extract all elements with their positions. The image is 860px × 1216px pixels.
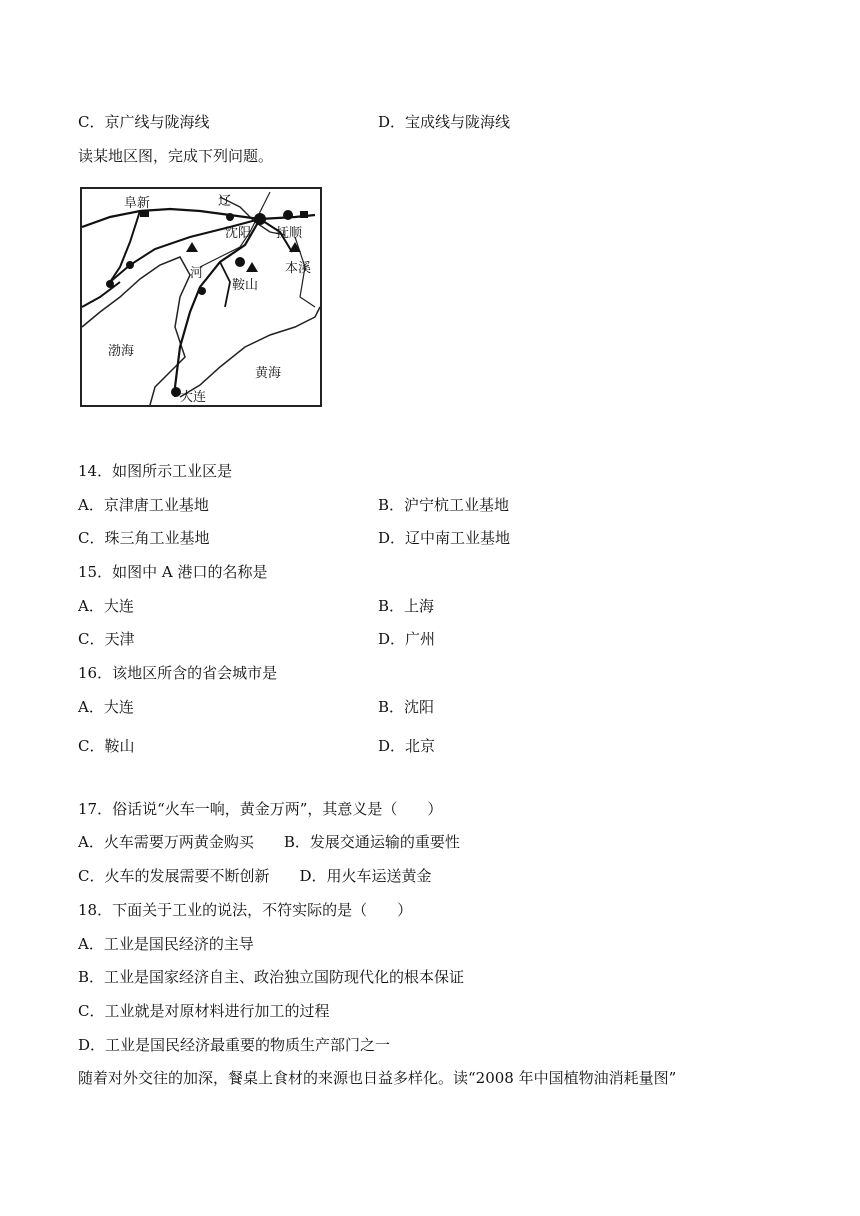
map-label-bohai: 渤海 xyxy=(108,344,135,359)
question-15-option-b: B．上海 xyxy=(378,597,435,615)
question-15-option-d: D．广州 xyxy=(378,630,436,648)
next-section-intro: 随着对外交往的加深，餐桌上食材的来源也日益多样化。读“2008 年中国植物油消耗量图” xyxy=(78,1069,677,1087)
question-16-option-c: C．鞍山 xyxy=(78,737,135,755)
question-15-option-c: C．天津 xyxy=(78,630,135,648)
map-label-liao: 辽 xyxy=(218,194,232,209)
map-label-fuxin: 阜新 xyxy=(124,196,151,211)
question-14-option-b: B．沪宁杭工业基地 xyxy=(378,496,510,514)
question-17-options-cd: C．火车的发展需要不断创新 D．用火车运送黄金 xyxy=(78,867,432,885)
question-18-option-b: B．工业是国家经济自主、政治独立国防现代化的根本保证 xyxy=(78,968,465,986)
map-label-benxi: 本溪 xyxy=(285,261,312,276)
question-16-option-b: B．沈阳 xyxy=(378,698,435,716)
map-label-shenyang: 沈阳 xyxy=(225,226,252,241)
question-16-stem: 16．该地区所含的省会城市是 xyxy=(78,664,278,682)
map-label-he: 河 xyxy=(190,266,204,281)
question-16-option-a: A．大连 xyxy=(78,698,134,716)
question-17-options-ab: A．火车需要万两黄金购买 B．发展交通运输的重要性 xyxy=(78,833,460,851)
option-d-prev: D．宝成线与陇海线 xyxy=(378,113,511,131)
question-14-option-a: A．京津唐工业基地 xyxy=(78,496,209,514)
map-label-anshan: 鞍山 xyxy=(232,278,259,293)
question-18-option-c: C．工业就是对原材料进行加工的过程 xyxy=(78,1002,330,1020)
map-intro: 读某地区图，完成下列问题。 xyxy=(78,147,274,165)
question-18-option-d: D．工业是国民经济最重要的物质生产部门之一 xyxy=(78,1036,391,1054)
question-17-stem: 17．俗话说“火车一响，黄金万两”，其意义是（ ） xyxy=(78,800,443,818)
map-label-dalian: 大连 xyxy=(180,390,207,405)
region-map xyxy=(80,187,322,407)
map-label-fushun: 抚顺 xyxy=(276,226,303,241)
question-16-option-d: D．北京 xyxy=(378,737,436,755)
option-c-prev: C．京广线与陇海线 xyxy=(78,113,210,131)
question-18-stem: 18．下面关于工业的说法，不符实际的是（ ） xyxy=(78,901,413,919)
question-18-option-a: A．工业是国民经济的主导 xyxy=(78,935,254,953)
question-15-stem: 15．如图中 A 港口的名称是 xyxy=(78,563,268,581)
question-14-option-c: C．珠三角工业基地 xyxy=(78,529,210,547)
question-15-option-a: A．大连 xyxy=(78,597,134,615)
map-label-huanghai: 黄海 xyxy=(255,366,282,381)
question-14-option-d: D．辽中南工业基地 xyxy=(378,529,511,547)
question-14-stem: 14．如图所示工业区是 xyxy=(78,462,233,480)
